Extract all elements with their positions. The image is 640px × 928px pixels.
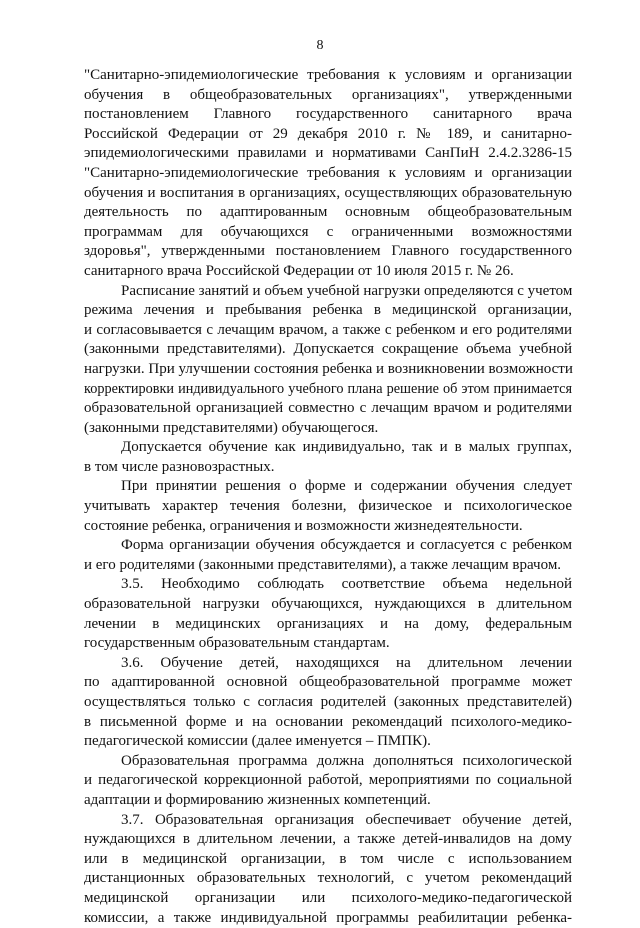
text-line: Образовательная программа должна дополняться психологической — [121, 752, 572, 769]
text-line: постановлением Главного государственного санитарного врача — [84, 106, 572, 123]
text-line: образовательной организацией совместно с лечащим врачом и родителями — [84, 400, 572, 417]
text-line: эпидемиологическими правилами и нормативами СанПиН 2.4.2.3286-15 — [84, 145, 572, 162]
text-line: обучения и воспитания в организациях, осуществляющих образовательную — [84, 184, 572, 201]
text-line: программам для обучающихся с ограниченными возможностями — [84, 223, 572, 240]
text-line: (законными представителями). Допускается сокращение объема учебной — [84, 341, 572, 358]
text-line: медицинской организации или психолого-медико-педагогической — [84, 889, 572, 906]
text-line: 3.7. Образовательная организация обеспечивает обучение детей, — [121, 811, 572, 828]
text-line: и педагогической коррекционной работой, мероприятиями по социальной — [84, 772, 572, 789]
text-line: деятельность по адаптированным основным общеобразовательным — [84, 204, 572, 221]
text-line: Допускается обучение как индивидуально, так и в малых группах, — [121, 439, 572, 456]
text-line: 3.6. Обучение детей, находящихся на длительном лечении — [121, 654, 572, 671]
text-line: адаптации и формированию жизненных компетенций. — [84, 791, 431, 808]
text-line: здоровья", утвержденными постановлением Главного государственного — [84, 243, 572, 260]
text-line: лечении в медицинских организациях и на дому, федеральным — [84, 615, 572, 632]
text-line: или в медицинской организации, в том числе с использованием — [84, 850, 572, 867]
text-line: Российской Федерации от 29 декабря 2010 г. № 189, и санитарно- — [84, 125, 572, 142]
text-line: дистанционных образовательных технологий, с учетом рекомендаций — [84, 870, 572, 887]
text-line: нагрузки. При улучшении состояния ребенка и возникновении возможности — [84, 360, 573, 377]
text-line: и его родителями (законными представителями), а также лечащим врачом. — [84, 556, 562, 573]
text-line: по адаптированной основной общеобразовательной программе может — [84, 674, 572, 691]
text-line: состояние ребенка, ограничения и возможности жизнедеятельности. — [84, 517, 523, 534]
text-line: "Санитарно-эпидемиологические требования к условиям и организации — [84, 164, 572, 181]
text-line: Форма организации обучения обсуждается и согласуется с ребенком — [121, 537, 572, 554]
text-line: режима лечения и пребывания ребенка в медицинской организации, — [84, 302, 572, 319]
text-line: в том числе разновозрастных. — [84, 458, 275, 475]
text-line: учитывать характер течения болезни, физическое и психологическое — [84, 498, 572, 515]
text-line: санитарного врача Российской Федерации от 10 июля 2015 г. № 26. — [84, 262, 514, 279]
text-line: в письменной форме и на основании рекомендаций психолого-медико- — [84, 713, 572, 730]
text-line: образовательной нагрузки обучающихся, нуждающихся в длительном — [84, 596, 572, 613]
text-line: комиссии, а также индивидуальной программы реабилитации ребенка- — [84, 909, 572, 926]
text-line: государственным образовательным стандартам. — [84, 635, 390, 652]
text-line: педагогической комиссии (далее именуется – ПМПК). — [84, 733, 431, 750]
document-body — [84, 66, 572, 928]
text-line: нуждающихся в длительном лечении, а также детей-инвалидов на дому — [84, 831, 572, 848]
text-line: 3.5. Необходимо соблюдать соответствие объема недельной — [121, 576, 572, 593]
text-line: корректировки индивидуального учебного плана решение об этом принимается — [84, 380, 572, 397]
text-line: обучения в общеобразовательных организациях", утвержденными — [84, 86, 572, 103]
text-line: (законными представителями) обучающегося. — [84, 419, 379, 436]
text-line: Расписание занятий и объем учебной нагрузки определяются с учетом — [121, 282, 573, 299]
text-line: и согласовывается с лечащим врачом, а также с ребенком и его родителями — [84, 321, 572, 338]
text-line: При принятии решения о форме и содержании обучения следует — [121, 478, 572, 495]
page-number: 8 — [316, 38, 324, 53]
text-line: осуществляться только с согласия родителей (законных представителей) — [84, 694, 572, 710]
text-line: "Санитарно-эпидемиологические требования к условиям и организации — [84, 67, 572, 83]
